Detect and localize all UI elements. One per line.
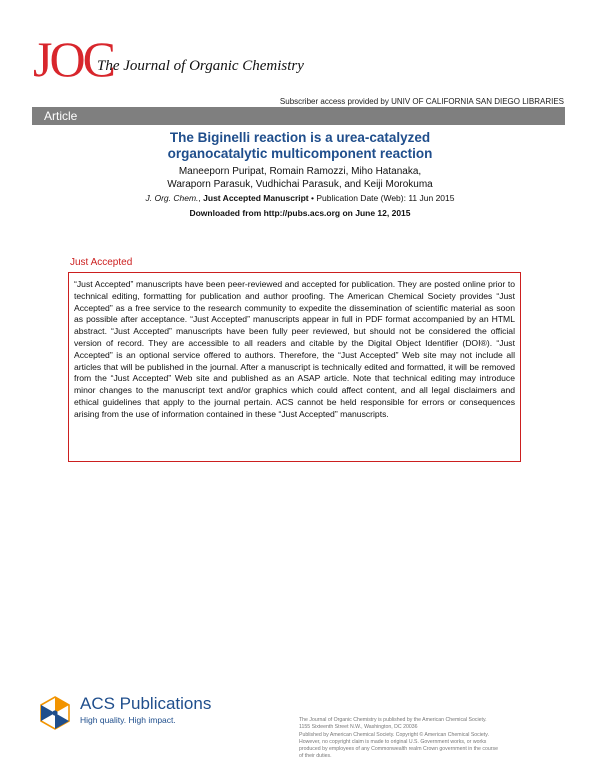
journal-header xyxy=(33,31,573,87)
article-title-line: organocatalytic multicomponent reaction xyxy=(167,146,433,161)
citation-date: • Publication Date (Web): 11 Jun 2015 xyxy=(308,193,455,203)
citation-status: Just Accepted Manuscript xyxy=(203,193,309,203)
subscriber-access-note: Subscriber access provided by UNIV OF CALIFORNIA SAN DIEGO LIBRARIES xyxy=(279,97,564,106)
acs-tagline: High quality. High impact. xyxy=(80,715,176,725)
author-line: Maneeporn Puripat, Romain Ramozzi, Miho Hatanaka, xyxy=(178,166,422,177)
acs-hexagon-icon xyxy=(34,694,76,730)
footer-line: However, no copyright claim is made to original U.S. Government works, or works xyxy=(299,739,487,745)
acs-publications-logo xyxy=(34,694,212,730)
footer-line: The Journal of Organic Chemistry is published by the American Chemical Society. xyxy=(299,717,487,723)
footer-line: of their duties. xyxy=(299,753,332,759)
just-accepted-box xyxy=(68,272,521,462)
footer-line: 1155 Sixteenth Street N.W., Washington, DC 20036 xyxy=(299,724,418,730)
download-note: Downloaded from http://pubs.acs.org on June 12, 2015 xyxy=(189,208,411,218)
citation-journal: J. Org. Chem. xyxy=(145,193,199,203)
article-title xyxy=(40,130,560,162)
author-line: Waraporn Parasuk, Vudhichai Parasuk, and Keiji Morokuma xyxy=(167,178,433,190)
article-type-bar xyxy=(32,107,565,125)
just-accepted-text: “Just Accepted” manuscripts have been peer-reviewed and accepted for publication. They are posted online prior to technical editing, formatting for publication and author proofing. The American Chemical Society provides “Just Accepted” as a free service to the research community to expedite the dissemination of scientific material as soon as possible after acceptance. “Just Accepted” manuscripts appear in full in PDF format accompanied by an HTML abstract. “Just Accepted” manuscripts have been fully peer reviewed, but should not be considered the official version of record. They are accessible to all readers and citable by the Digital Object Identifier (DOI®). “Just Accepted” is an optional service offered to authors. Therefore, the “Just Accepted” Web site may not include all articles that will be published in the journal. After a manuscript is technically edited and formatted, it will be removed from the “Just Accepted” Web site and published as an ASAP article. Note that technical editing may introduce minor changes to the manuscript text and/or graphics which could affect content, and all legal disclaimers and ethical guidelines that apply to the journal pertain. ACS cannot be held responsible for errors or consequences arising from the use of information contained in these “Just Accepted” manuscripts. xyxy=(74,279,515,419)
joc-logo: JOC xyxy=(33,31,113,87)
footer-line: produced by employees of any Commonwealth realm Crown government in the course xyxy=(299,746,498,752)
citation-line xyxy=(40,193,560,203)
journal-name: The Journal of Organic Chemistry xyxy=(97,58,304,74)
author-list xyxy=(40,166,560,191)
article-type-label: Article xyxy=(44,109,78,123)
citation-separator: , xyxy=(198,193,204,203)
acs-name: ACS Publications xyxy=(80,694,212,713)
article-title-line: The Biginelli reaction is a urea-catalyzed xyxy=(169,130,431,145)
just-accepted-heading: Just Accepted xyxy=(70,257,133,268)
footer-line: Published by American Chemical Society. Copyright © American Chemical Society. xyxy=(299,732,489,738)
publisher-footer xyxy=(299,717,589,760)
